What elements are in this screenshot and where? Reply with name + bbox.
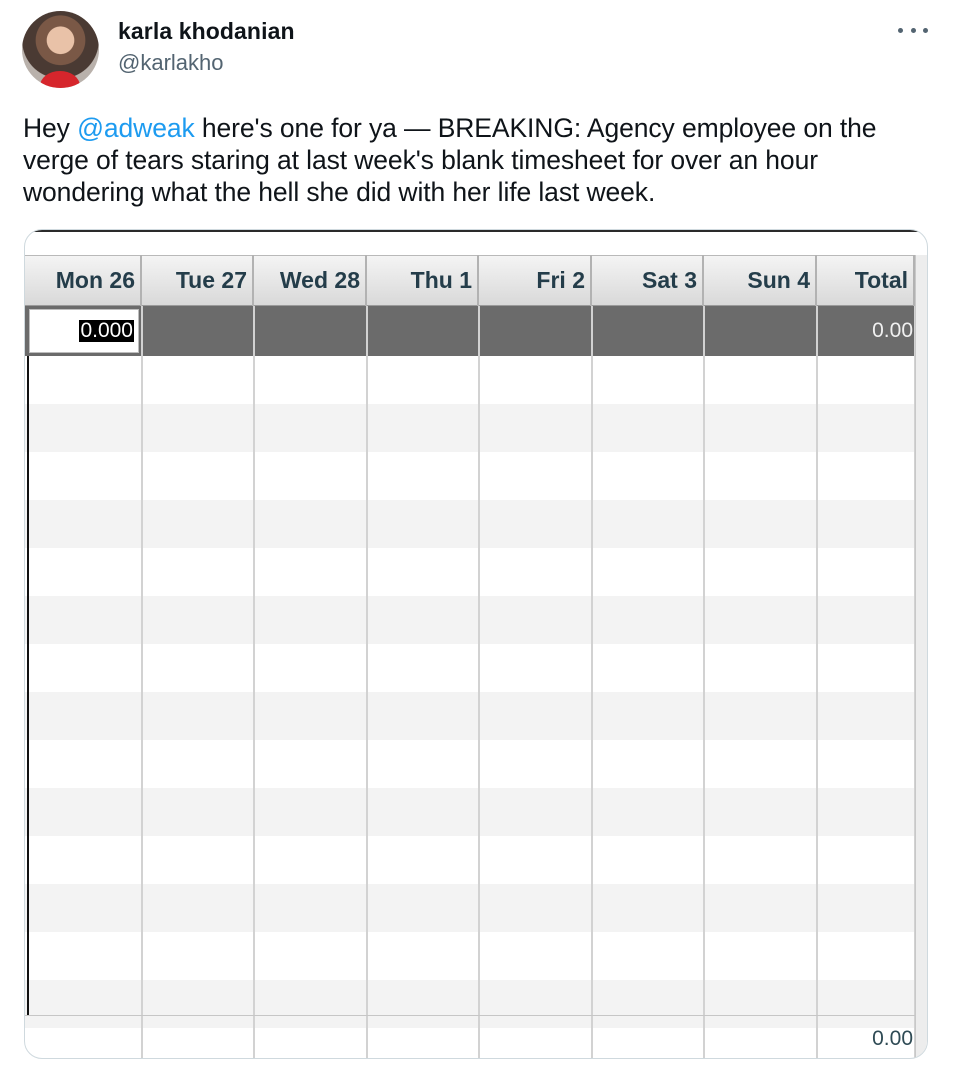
column-header-2: Wed 28 bbox=[254, 255, 367, 306]
author-display-name[interactable]: karla khodanian bbox=[118, 18, 295, 44]
column-header-6: Sun 4 bbox=[704, 255, 817, 306]
table-row bbox=[25, 452, 928, 500]
column-divider bbox=[591, 306, 593, 1059]
tweet-text bbox=[23, 112, 923, 208]
avatar-shirt bbox=[40, 71, 80, 88]
column-header-0: Mon 26 bbox=[25, 255, 142, 306]
timesheet-grid bbox=[25, 255, 928, 1059]
table-row bbox=[25, 884, 928, 932]
timesheet-empty-rows bbox=[25, 356, 928, 1016]
table-row bbox=[25, 596, 928, 644]
table-row bbox=[25, 644, 928, 692]
grand-total-value: 0.00 bbox=[872, 1027, 913, 1050]
table-row bbox=[25, 740, 928, 788]
tweet-media-image[interactable] bbox=[24, 229, 928, 1059]
column-divider bbox=[703, 306, 705, 1059]
column-divider bbox=[816, 306, 818, 1059]
row-left-border bbox=[27, 356, 29, 1016]
column-divider bbox=[253, 306, 255, 1059]
footer-divider bbox=[25, 1015, 928, 1016]
table-row bbox=[25, 932, 928, 980]
avatar[interactable] bbox=[22, 11, 99, 88]
mention-link[interactable]: @adweak bbox=[77, 113, 195, 143]
table-row bbox=[25, 404, 928, 452]
row-total-value: 0.00 bbox=[872, 319, 913, 342]
table-row bbox=[25, 500, 928, 548]
column-header-4: Fri 2 bbox=[479, 255, 592, 306]
column-header-3: Thu 1 bbox=[367, 255, 479, 306]
table-row bbox=[25, 788, 928, 836]
grid-right-edge bbox=[915, 255, 928, 1059]
more-horizontal-icon[interactable] bbox=[898, 18, 928, 42]
column-divider bbox=[141, 306, 143, 1059]
timesheet-entry-row bbox=[25, 306, 928, 356]
hours-input-mon[interactable] bbox=[29, 309, 139, 353]
table-row bbox=[25, 356, 928, 404]
hours-input-value: 0.000 bbox=[80, 319, 133, 342]
table-row bbox=[25, 548, 928, 596]
column-header-7: Total bbox=[817, 255, 915, 306]
table-row bbox=[25, 980, 928, 1028]
table-row bbox=[25, 836, 928, 884]
column-divider bbox=[478, 306, 480, 1059]
column-header-1: Tue 27 bbox=[142, 255, 254, 306]
table-row bbox=[25, 692, 928, 740]
tweet-text-rest: here's one for ya — BREAKING: Agency employee on the verge of tears staring at last week's blank timesheet for over an hour wondering what the hell she did with her life last week. bbox=[23, 113, 877, 207]
author-handle[interactable]: @karlakho bbox=[118, 50, 224, 75]
image-top-border bbox=[25, 230, 927, 232]
column-header-5: Sat 3 bbox=[592, 255, 704, 306]
tweet-text-start: Hey bbox=[23, 113, 78, 143]
column-divider bbox=[366, 306, 368, 1059]
